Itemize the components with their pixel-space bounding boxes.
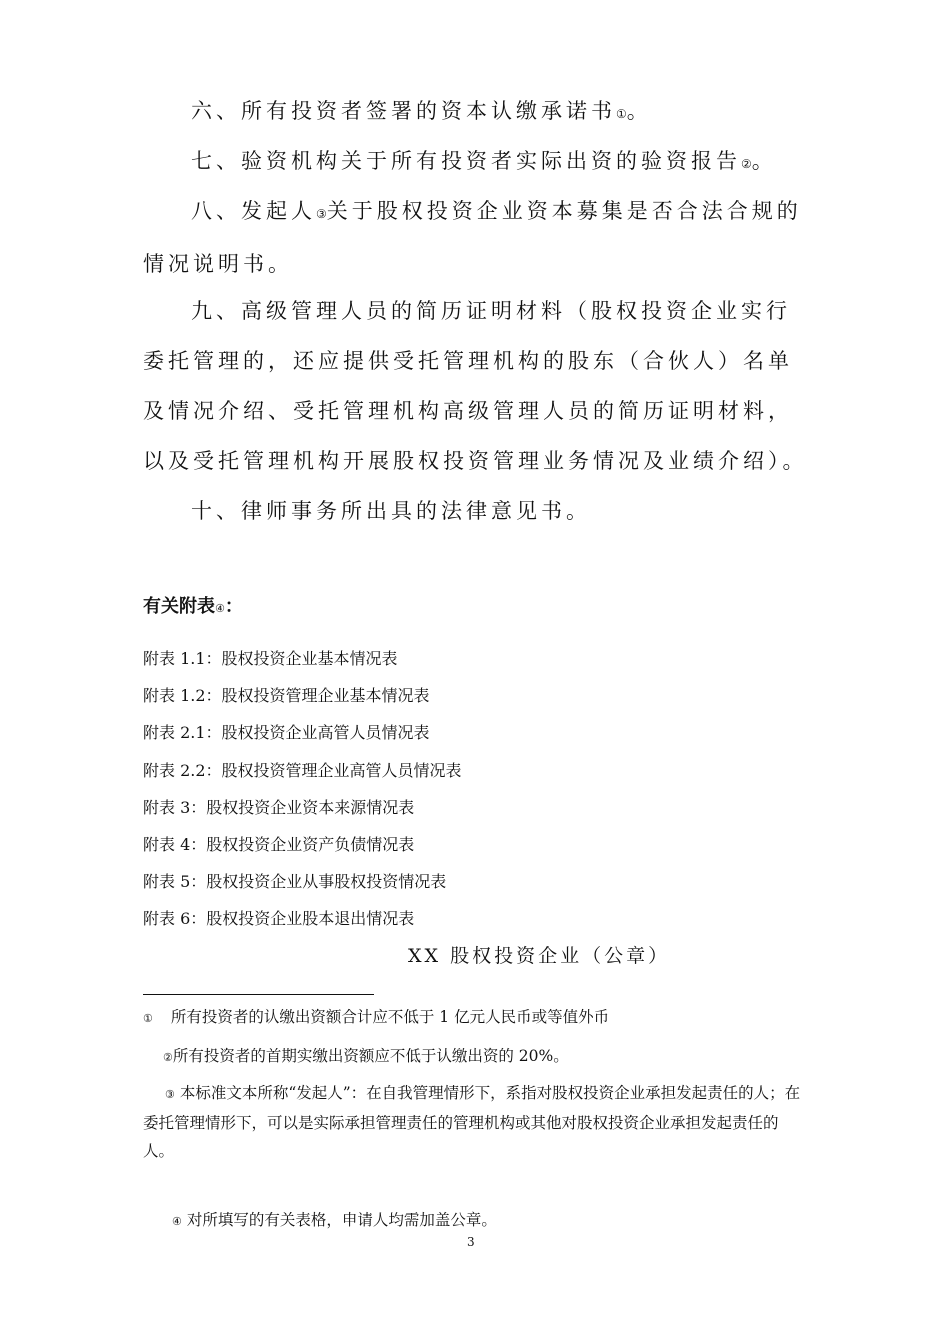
paragraph-10: 十、律师事务所出具的法律意见书。 — [191, 499, 591, 523]
footnote-ref-2[interactable]: ② — [741, 157, 752, 171]
footnote-4-text: 对所填写的有关表格，申请人均需加盖公章。 — [186, 1211, 497, 1229]
appendix-item: 附表 6：股权投资企业股本退出情况表 — [143, 909, 415, 929]
appendix-item: 附表 2.1：股权投资企业高管人员情况表 — [143, 723, 430, 743]
paragraph-7-text: 七、验资机构关于所有投资者实际出资的验资报告 — [191, 149, 741, 173]
appendix-item: 附表 4：股权投资企业资产负债情况表 — [143, 835, 415, 855]
paragraph-8-pre: 八、发起人 — [191, 199, 316, 223]
footnote-ref-1[interactable]: ① — [616, 107, 627, 121]
footnote-mark-2: ② — [163, 1051, 173, 1064]
footnote-2 — [163, 1042, 823, 1072]
appendix-heading — [143, 592, 243, 624]
appendix-item: 附表 3：股权投资企业资本来源情况表 — [143, 797, 415, 817]
footnote-1 — [143, 1003, 823, 1033]
page-number: 3 — [467, 1235, 475, 1249]
appendix-heading-colon: ： — [224, 596, 243, 617]
footnote-mark-4: ④ — [172, 1215, 182, 1228]
footnote-mark-1: ① — [143, 1012, 153, 1025]
appendix-item: 附表 2.2：股权投资管理企业高管人员情况表 — [143, 760, 462, 780]
paragraph-6-text: 六、所有投资者签署的资本认缴承诺书 — [191, 99, 616, 123]
footnote-ref-3[interactable]: ③ — [316, 207, 327, 221]
paragraph-7-end: 。 — [751, 149, 777, 173]
footnote-ref-4[interactable]: ④ — [215, 602, 225, 615]
footnote-4 — [172, 1206, 812, 1236]
paragraph-8-text: 关于股权投资企业资本募集是否合法合规的情况说明书。 — [143, 199, 802, 276]
paragraph-9: 九、高级管理人员的简历证明材料（股权投资企业实行委托管理的，还应提供受托管理机构的股东（合伙人）名单及情况介绍、受托管理机构高级管理人员的简历证明材料，以及受托管理机构开展股权投资管理业务情况及业绩介绍）。 — [143, 299, 808, 473]
footnote-1-text: 所有投资者的认缴出资额合计应不低于 1 亿元人民币或等值外币 — [170, 1008, 610, 1026]
paragraph-7 — [143, 136, 808, 189]
appendix-item: 附表 5：股权投资企业从事股权投资情况表 — [143, 872, 447, 892]
appendix-item: 附表 1.2：股权投资管理企业基本情况表 — [143, 686, 430, 706]
footnote-mark-3: ③ — [165, 1088, 175, 1101]
paragraph-6 — [143, 86, 808, 139]
company-seal-line: XX 股权投资企业（公章） — [408, 945, 671, 967]
footnote-3-text: 本标准文本所称“发起人”：在自我管理情形下，系指对股权投资企业承担发起责任的人；在委托管理情形下，可以是实际承担管理责任的管理机构或其他对股权投资企业承担发起责任的人。 — [143, 1084, 801, 1160]
paragraph-6-end: 。 — [626, 99, 652, 123]
appendix-heading-text: 有关附表 — [143, 596, 215, 617]
paragraph-8 — [143, 186, 808, 289]
appendix-item: 附表 1.1：股权投资企业基本情况表 — [143, 649, 398, 668]
appendix-list — [143, 640, 462, 938]
footnote-2-text: 所有投资者的首期实缴出资额应不低于认缴出资的 20%。 — [172, 1047, 569, 1065]
footnote-divider — [143, 994, 374, 995]
footnote-3 — [143, 1079, 808, 1165]
